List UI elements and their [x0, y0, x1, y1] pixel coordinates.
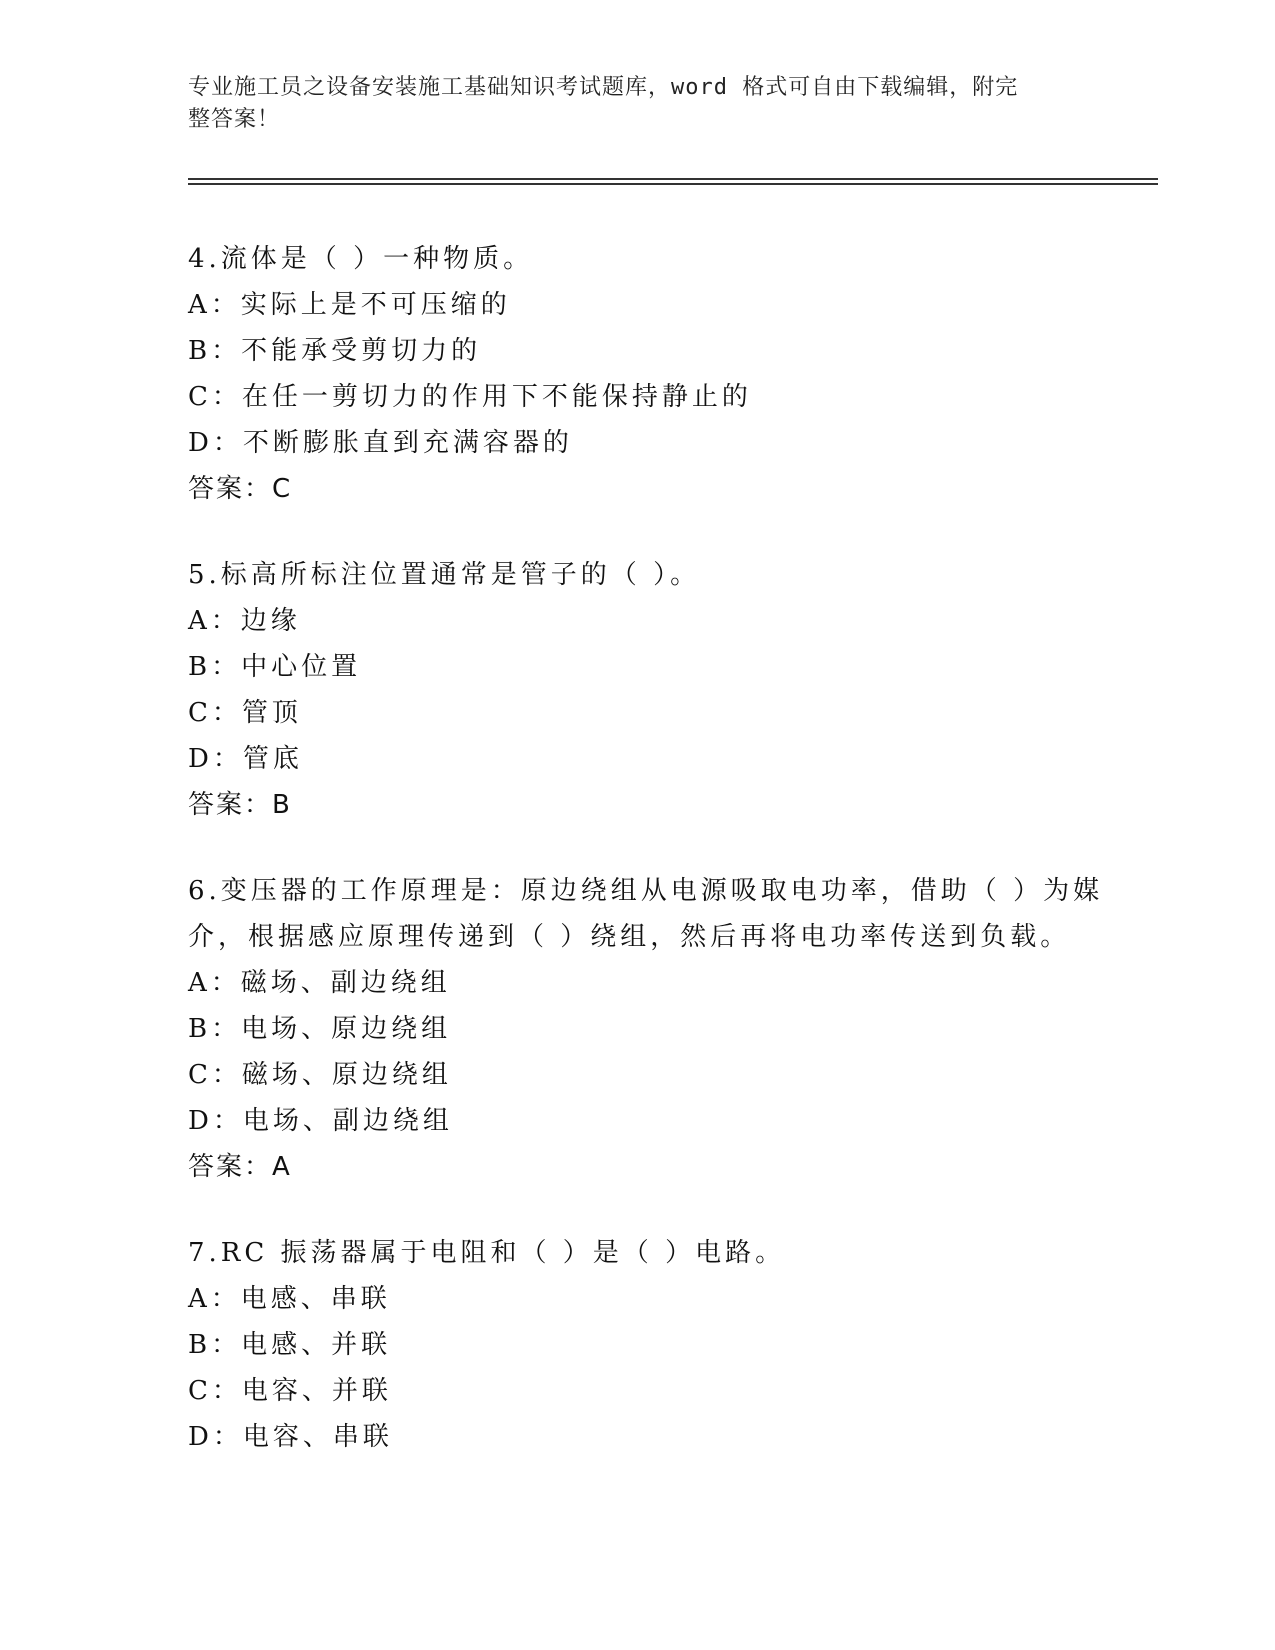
option-b: B：电感、并联 [188, 1330, 392, 1360]
header-line-1: 专业施工员之设备安装施工基础知识考试题库，word 格式可自由下载编辑，附完 [188, 75, 1019, 100]
option-b: B：中心位置 [188, 652, 362, 682]
option-c: C：在任一剪切力的作用下不能保持静止的 [188, 382, 752, 412]
option-d: D：管底 [188, 744, 303, 774]
question-stem: 4.流体是（ ）一种物质。 [188, 244, 534, 274]
option-a: A：边缘 [188, 606, 301, 636]
answer-label: 答案：A [188, 1152, 292, 1182]
option-c: C：磁场、原边绕组 [188, 1060, 452, 1090]
question-stem-line-2: 介，根据感应原理传递到（ ）绕组，然后再将电功率传送到负载。 [188, 922, 1071, 952]
question-6 [188, 868, 1104, 1190]
header-line-2: 整答案！ [188, 107, 281, 132]
option-d: D：电容、串联 [188, 1422, 393, 1452]
option-a: A：实际上是不可压缩的 [188, 290, 511, 320]
option-d: D：不断膨胀直到充满容器的 [188, 428, 573, 458]
answer-label: 答案：C [188, 474, 293, 504]
option-b: B：电场、原边绕组 [188, 1014, 452, 1044]
question-stem-line-1: 6.变压器的工作原理是：原边绕组从电源吸取电功率，借助（ ）为媒 [188, 876, 1104, 906]
document-header [188, 72, 1068, 136]
question-5 [188, 552, 1088, 828]
question-list [188, 236, 1104, 1500]
option-b: B：不能承受剪切力的 [188, 336, 482, 366]
question-stem: 7.RC 振荡器属于电阻和（ ）是（ ）电路。 [188, 1238, 786, 1268]
question-7 [188, 1230, 1088, 1460]
option-c: C：电容、并联 [188, 1376, 392, 1406]
document-page [188, 0, 1158, 1650]
header-divider-bottom [188, 183, 1158, 185]
option-a: A：磁场、副边绕组 [188, 968, 451, 998]
question-4 [188, 236, 1088, 512]
question-stem: 5.标高所标注位置通常是管子的（ ）。 [188, 560, 701, 590]
option-d: D：电场、副边绕组 [188, 1106, 453, 1136]
option-a: A：电感、串联 [188, 1284, 391, 1314]
option-c: C：管顶 [188, 698, 302, 728]
answer-label: 答案：B [188, 790, 292, 820]
header-divider-top [188, 178, 1158, 180]
